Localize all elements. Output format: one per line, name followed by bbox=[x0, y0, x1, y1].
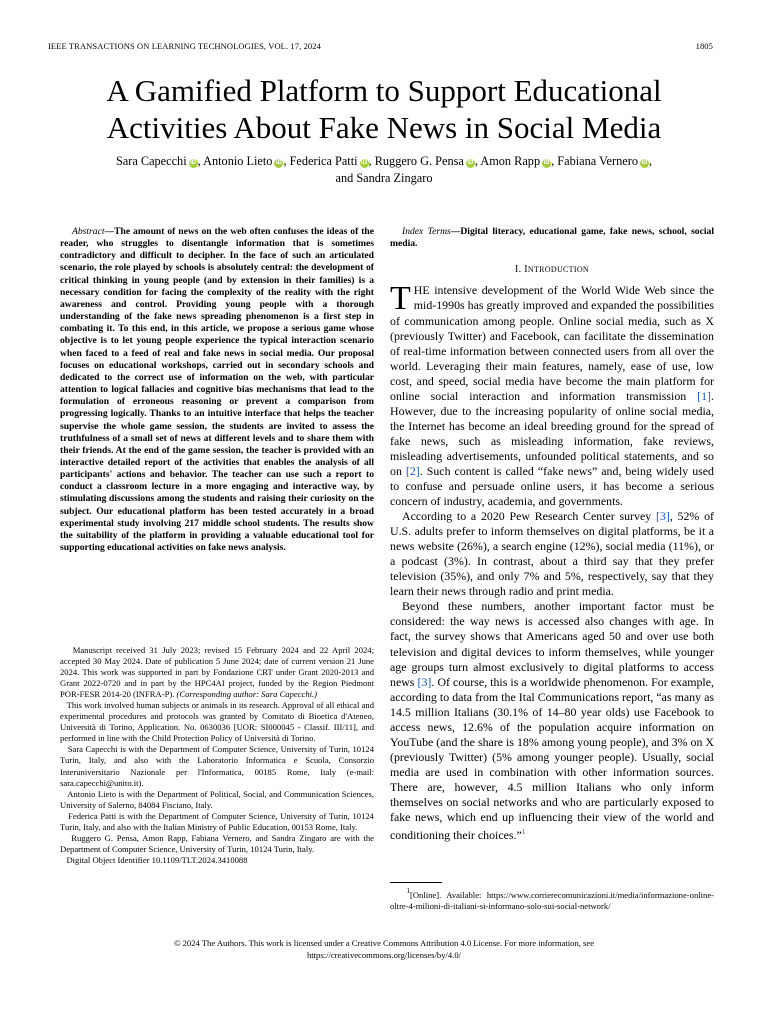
paragraph-text: HE intensive development of the World Wide Web since the mid-1990s has greatly improved and expanded the possibilities of communication among people. Online social media, such as X (previously Twitter) and Facebook, can facilitate the dissemination of real-time information between connected users from all over the world. Leveraging their main features, namely, ease of use, low cost, and speed, social media have become the main platform for online social interaction and information transmission bbox=[390, 283, 714, 403]
page-number: 1805 bbox=[695, 41, 713, 51]
section-number: I. bbox=[515, 264, 522, 276]
footnote-marker[interactable]: 1 bbox=[521, 828, 526, 837]
citation-link[interactable]: [3] bbox=[417, 674, 432, 689]
footnote-1 bbox=[390, 886, 714, 912]
journal-name: IEEE TRANSACTIONS ON LEARNING TECHNOLOGIES, VOL. 17, 2024 bbox=[48, 41, 321, 51]
author-list bbox=[40, 153, 728, 187]
doi-text[interactable]: Digital Object Identifier 10.1109/TLT.2024.3410088 bbox=[66, 854, 248, 865]
title-line-1: A Gamified Platform to Support Educational bbox=[106, 73, 662, 108]
paragraph bbox=[390, 599, 714, 843]
section-title bbox=[524, 264, 589, 275]
affiliation-patti bbox=[60, 811, 374, 833]
affiliation-capecchi bbox=[60, 744, 374, 788]
running-head bbox=[48, 41, 713, 51]
license-line-1: © 2024 The Authors. This work is licensed under a Creative Commons Attribution 4.0 License. For more information, see bbox=[173, 938, 595, 948]
author-line-1: Sara Capecchi iD , Antonio Lieto iD , Federica Patti iD , Ruggero G. Pensa iD , Amon Rapp iD , Fabiana Vernero iD , bbox=[115, 154, 653, 168]
paragraph bbox=[390, 280, 714, 509]
citation-link[interactable]: [3] bbox=[655, 509, 670, 524]
author-name: Federica Patti bbox=[289, 154, 358, 168]
footnote-number: 1 bbox=[406, 887, 410, 895]
paragraph-text: , 52% of U.S. adults prefer to inform themselves on digital platforms, be it a news website (26%), a search engine (12%), social media (11%), or a podcast (3%). In contrast, about a third say that they prefer television (35%), and only 7% and 5%, respectively, say that they learn their news through radio and print media. bbox=[390, 509, 714, 599]
affiliation-others bbox=[60, 833, 374, 855]
affiliation-lieto bbox=[60, 789, 374, 811]
paragraph bbox=[390, 509, 714, 599]
author-name: Amon Rapp bbox=[480, 154, 541, 168]
section-title-rest: NTRODUCTION bbox=[527, 265, 589, 275]
orcid-icon[interactable]: iD bbox=[467, 160, 474, 166]
license-url[interactable]: https://creativecommons.org/licenses/by/4.0/ bbox=[306, 949, 462, 960]
author-name: Ruggero G. Pensa bbox=[374, 154, 464, 168]
paragraph-text: . Of course, this is a worldwide phenomenon. For example, according to data from the Ital Communications report, “as many as 14.5 million Italians (30.1% of 14–80 year olds) use Facebook to access news, 12.6% of the population acquire information on YouTube (and the share is 18% among young people), and 3% on X (previously Twitter) (5% among younger people). Usually, social media are used in combination with other information sources. There are, however, 4.5 million Italians who only inform themselves on social networks and who are particularly exposed to fake news, which end up influencing their view of the world and conditioning their choices.” bbox=[390, 674, 714, 843]
license-notice bbox=[60, 938, 708, 961]
affiliation-text: Sara Capecchi is with the Department of Computer Science, University of Turin, 10124 Turin, Italy, and also with the Laboratorio Informatica e Scuola, Consorzio Interuniversitario Nazionale per l'Informatica, 00185 Rome, Italy (e-mail: sara.capecchi@unito.it). bbox=[60, 744, 374, 788]
paper-title bbox=[40, 72, 728, 146]
paragraph-text: Beyond these numbers, another important factor must be considered: the way news is accessed also changes with age. In fact, the survey shows that Americans aged 50 and over use both television and digital devices to inform themselves, while younger age groups turn almost exclusively to digital platforms to access news bbox=[390, 599, 714, 689]
affiliation-text: Ruggero G. Pensa, Amon Rapp, Fabiana Vernero, and Sandra Zingaro are with the Department of Computer Science, University of Turin, 10124 Turin, Italy. bbox=[60, 832, 374, 854]
section-heading bbox=[390, 264, 714, 275]
first-page-footnotes bbox=[60, 645, 374, 866]
manuscript-note-text: Manuscript received 31 July 2023; revised 15 February 2024 and 22 April 2024; accepted 30 May 2024. Date of publication 5 June 2024; date of current version 21 June 2024. This work was supported in part by Fondazione CRT under Grant 2020-2013 and Grant 2022-0720 and in part by the HPC4AI project, funded by the Region Piedmont POR-FESR 2014-20 (INFRA-P). bbox=[60, 645, 374, 700]
paragraph-text: . Such content is called “fake news” and, being widely used to confuse and persuade online users, it has become a serious concern of industry, academia, and governments. bbox=[390, 463, 714, 509]
corresponding-author: (Corresponding author: Sara Capecchi.) bbox=[176, 689, 318, 700]
index-terms bbox=[390, 226, 714, 250]
citation-link[interactable]: [2] bbox=[405, 463, 420, 478]
affiliation-text: Federica Patti is with the Department of Computer Science, University of Turin, 10124 Turin, Italy, and also with the Italian Ministry of Public Education, 00153 Rome, Italy. bbox=[60, 810, 374, 832]
author-name: Fabiana Vernero bbox=[557, 154, 638, 168]
manuscript-note bbox=[60, 645, 374, 700]
section-title-initial: I bbox=[524, 264, 528, 276]
doi-note bbox=[60, 855, 374, 866]
author-name: Sara Capecchi bbox=[115, 154, 187, 168]
title-line-2: Activities About Fake News in Social Media bbox=[106, 110, 662, 145]
orcid-icon[interactable]: iD bbox=[275, 160, 282, 166]
abstract-label: Abstract bbox=[72, 226, 105, 237]
orcid-icon[interactable]: iD bbox=[543, 160, 550, 166]
right-column bbox=[390, 226, 714, 843]
orcid-icon[interactable]: iD bbox=[361, 160, 368, 166]
paragraph-text: According to a 2020 Pew Research Center survey bbox=[402, 509, 656, 524]
abstract bbox=[60, 226, 374, 554]
introduction-body bbox=[390, 280, 714, 843]
footnote-rule bbox=[390, 882, 442, 883]
ethics-note-text: This work involved human subjects or animals in its research. Approval of all ethical and experimental procedures and protocols was granted by Comitato di Bioetica d'Ateneo, Università di Torino, Application. No. 0630036 [UOR: SI000045 - Classif. III/11], and performed in line with the Child Protection Policy of Università di Torino. bbox=[60, 700, 374, 744]
citation-link[interactable]: [1] bbox=[697, 388, 712, 403]
affiliation-text: Antonio Lieto is with the Department of Political, Social, and Communication Sciences, University of Salerno, 84084 Fisciano, Italy. bbox=[60, 788, 374, 810]
ethics-note bbox=[60, 700, 374, 744]
index-terms-label: Index Terms bbox=[402, 226, 451, 237]
author-line-2: and Sandra Zingaro bbox=[335, 171, 433, 185]
orcid-icon[interactable]: iD bbox=[190, 160, 197, 166]
author-name: Antonio Lieto bbox=[203, 154, 273, 168]
drop-cap: T bbox=[390, 280, 411, 318]
abstract-text: —The amount of news on the web often confuses the ideas of the reader, who struggles to disentangle information that is sometimes contradictory and difficult to decipher. In the face of such an articulated scenario, the role played by schools is absolutely central: the development of critical thinking in young people (and by extension in their families) is a necessary condition for facing the complexity of the reality with the right awareness and control. Providing young people with a thorough understanding of the fake news spreading phenomenon is a first step in combating it. To this end, in this article, we propose a serious game whose objective is to let young people experience the typical interaction scenario when faced to a feed of real and fake news in social media. Our proposal focuses on educational workshops, carried out in secondary schools and dedicated to the correct use of information on the web, with particular attention to logical fallacies and cognitive bias mechanisms that lead to the formulation of erroneous reasoning or prevent a comparison from progressing logically. Thanks to an intuitive interface that helps the teacher supervise the whole game session, the students are invited to assess the truthfulness of a small set of news at different levels and to share them with their friends. At the end of the game session, the teacher is provided with an interactive detailed report of the activities that enables the analysis of all participants' actions and behavior. The teacher can use such a report to conduct a classroom lecture in a more engaging and interactive way, by stimulating discussions among the students and raising their curiosity on the subject. Our educational platform has been tested accurately in a broad experimental study involving 217 middle school students. The results show the suitability of the platform in providing a valuable educational tool for supporting educational activities on fake news analysis. bbox=[60, 226, 374, 554]
index-terms-text: —Digital literacy, educational game, fake news, school, social media. bbox=[390, 226, 714, 250]
footnote-url[interactable]: [Online]. Available: https://www.corrierecomunicazioni.it/media/informazione-online-oltre-4-milioni-di-italiani-si-informano-solo-sui-social-network/ bbox=[390, 890, 714, 911]
left-column bbox=[60, 226, 374, 554]
paragraph-text: . However, due to the increasing popularity of online social media, the Internet has become an ideal breeding ground for the spread of fake news, such as misleading information, fake reviews, misleading advertisements, unfounded political statements, and so on bbox=[390, 388, 714, 478]
orcid-icon[interactable]: iD bbox=[641, 160, 648, 166]
